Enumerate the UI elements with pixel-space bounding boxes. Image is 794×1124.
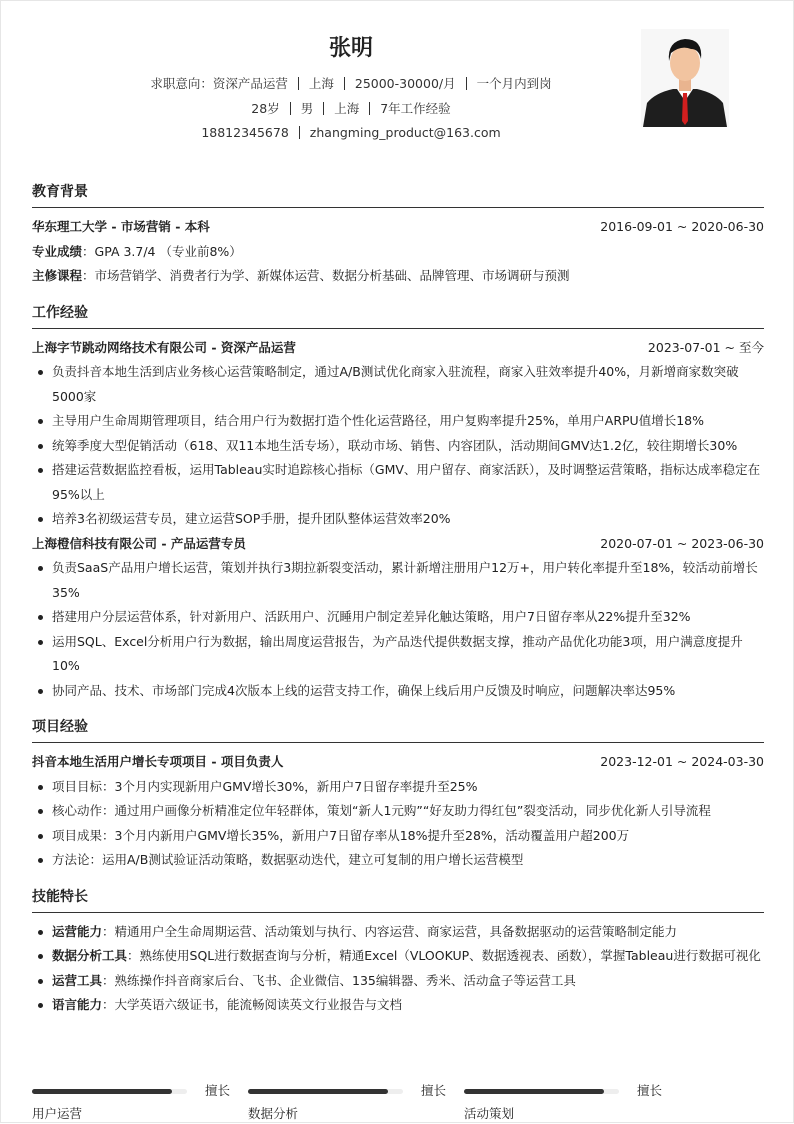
job-bullets	[32, 556, 764, 703]
list-item: 负责SaaS产品用户增长运营，策划并执行3期拉新裂变活动，累计新增注册用户12万+，用户转化率提升至18%，较活动前增长35%	[32, 556, 764, 605]
section-title: 工作经验	[32, 303, 764, 329]
list-item: 主导用户生命周期管理项目，结合用户行为数据打造个性化运营路径，用户复购率提升25%，单用户ARPU值增长18%	[32, 409, 764, 434]
work-section	[32, 303, 764, 704]
skill-bullets	[32, 920, 764, 1018]
list-item: 项目成果：3个月内新用户GMV增长35%，新用户7日留存率从18%提升至28%，活动覆盖用户超200万	[32, 824, 764, 849]
gpa-label: 专业成绩	[32, 243, 83, 259]
city: 上海	[308, 76, 334, 91]
company: 上海字节跳动网络技术有限公司 - 资深产品运营	[32, 339, 296, 355]
skill-bar-item	[32, 1081, 248, 1124]
experience: 7年工作经验	[380, 100, 451, 116]
email: zhangming_product@163.com	[309, 125, 501, 140]
project-name: 抖音本地生活用户增长专项项目 - 项目负责人	[32, 754, 284, 769]
info-line-1	[1, 72, 681, 97]
resume-header	[1, 31, 681, 146]
skill-bars	[32, 1081, 764, 1124]
gpa: ：GPA 3.7/4 （专业前8%）	[82, 243, 242, 259]
progress-fill	[32, 1089, 172, 1094]
candidate-name: 张明	[328, 36, 373, 61]
skill-bar-item	[464, 1081, 680, 1124]
education-section	[32, 182, 764, 289]
project-section	[32, 717, 764, 873]
list-item: 核心动作：通过用户画像分析精准定位年轻群体，策划“新人1元购”“好友助力得红包”裂变活动，同步优化新人引导流程	[32, 799, 764, 824]
section-title: 技能特长	[32, 887, 764, 913]
progress-fill	[464, 1089, 604, 1094]
progress-bar	[248, 1089, 403, 1094]
skill-name: 数据分析	[248, 1106, 299, 1121]
skill-level: 擅长	[205, 1083, 231, 1098]
list-item: 语言能力：大学英语六级证书，能流畅阅读英文行业报告与文档	[32, 993, 764, 1018]
progress-fill	[248, 1089, 388, 1094]
list-item: 运营能力：精通用户全生命周期运营、活动策划与执行、内容运营、商家运营，具备数据驱动的运营策略制定能力	[32, 920, 764, 945]
skills-section	[32, 887, 764, 1018]
date-range: 2023-12-01 ~ 2024-03-30	[600, 754, 764, 769]
progress-bar	[464, 1089, 619, 1094]
list-item: 搭建运营数据监控看板，运用Tableau实时追踪核心指标（GMV、用户留存、商家活跃），及时调整运营策略，指标达成率稳定在95%以上	[32, 458, 764, 507]
date-range: 2016-09-01 ~ 2020-06-30	[600, 219, 764, 234]
list-item: 搭建用户分层运营体系，针对新用户、活跃用户、沉睡用户制定差异化触达策略，用户7日留存率从22%提升至32%	[32, 605, 764, 630]
list-item: 统筹季度大型促销活动（618、双11本地生活专场），联动市场、销售、内容团队，活动期间GMV达1.2亿，较往期增长30%	[32, 434, 764, 459]
avatar	[641, 29, 729, 127]
resume-body	[32, 171, 764, 1018]
info-line-2	[1, 97, 681, 122]
age: 28岁	[251, 100, 280, 116]
school: 华东理工大学 - 市场营销 - 本科	[32, 219, 210, 234]
skill-bar-item	[248, 1081, 464, 1124]
courses-label: 主修课程	[32, 268, 83, 283]
list-item: 数据分析工具：熟练使用SQL进行数据查询与分析，精通Excel（VLOOKUP、数据透视表、函数），掌握Tableau进行数据可视化	[32, 944, 764, 969]
info-line-3	[1, 121, 681, 146]
section-title: 教育背景	[32, 182, 764, 208]
list-item: 项目目标：3个月内实现新用户GMV增长30%，新用户7日留存率提升至25%	[32, 775, 764, 800]
list-item: 方法论：运用A/B测试验证活动策略，数据驱动迭代，建立可复制的用户增长运营模型	[32, 848, 764, 873]
skill-name: 活动策划	[464, 1106, 515, 1121]
availability: 一个月内到岗	[476, 76, 552, 91]
job-bullets	[32, 360, 764, 532]
phone: 18812345678	[201, 125, 289, 140]
salary: 25000-30000/月	[354, 76, 456, 91]
courses: ：市场营销学、消费者行为学、新媒体运营、数据分析基础、品牌管理、市场调研与预测	[82, 268, 570, 283]
list-item: 协同产品、技术、市场部门完成4次版本上线的运营支持工作，确保上线后用户反馈及时响应，问题解决率达95%	[32, 679, 764, 704]
list-item: 运营工具：熟练操作抖音商家后台、飞书、企业微信、135编辑器、秀米、活动盒子等运营工具	[32, 969, 764, 994]
section-title: 项目经验	[32, 717, 764, 743]
project-bullets	[32, 775, 764, 873]
skill-level: 擅长	[421, 1083, 447, 1098]
progress-bar	[32, 1089, 187, 1094]
date-range: 2020-07-01 ~ 2023-06-30	[600, 535, 764, 551]
company: 上海橙信科技有限公司 - 产品运营专员	[32, 535, 246, 551]
list-item: 培养3名初级运营专员，建立运营SOP手册，提升团队整体运营效率20%	[32, 507, 764, 532]
date-range: 2023-07-01 ~ 至今	[647, 339, 764, 355]
skill-level: 擅长	[637, 1083, 663, 1098]
list-item: 运用SQL、Excel分析用户行为数据，输出周度运营报告，为产品迭代提供数据支撑，推动产品优化功能3项，用户满意度提升10%	[32, 630, 764, 679]
location: 上海	[334, 100, 360, 116]
skill-name: 用户运营	[32, 1106, 83, 1121]
gender: 男	[300, 100, 314, 116]
job-intent: 求职意向：资深产品运营	[150, 76, 288, 91]
list-item: 负责抖音本地生活到店业务核心运营策略制定，通过A/B测试优化商家入驻流程，商家入驻效率提升40%，月新增商家数突破5000家	[32, 360, 764, 409]
